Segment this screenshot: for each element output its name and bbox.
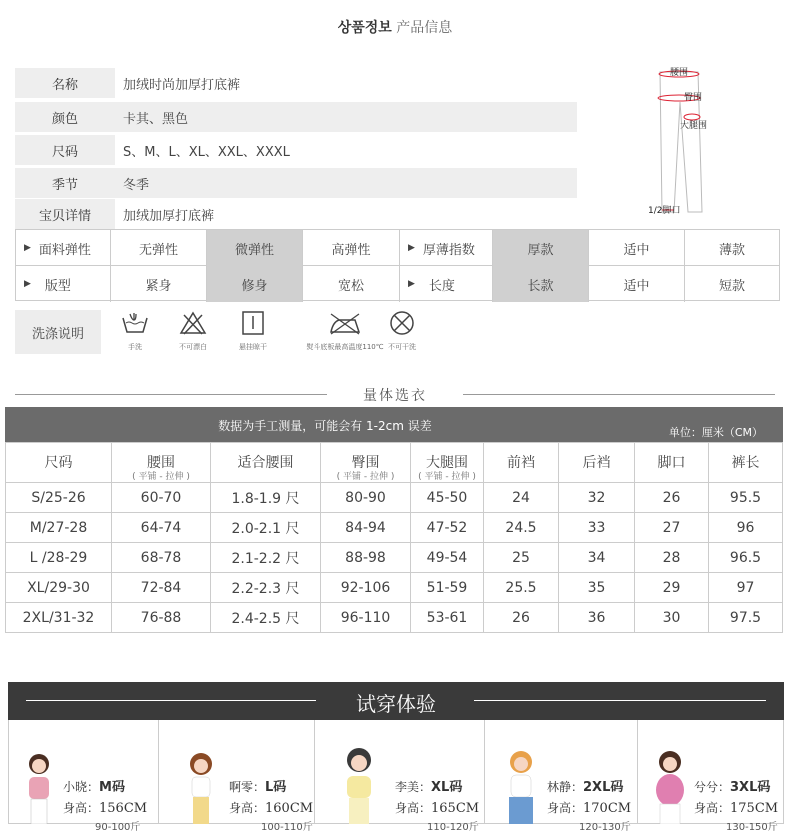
diagram-hem: 1/2脚口 [648, 206, 681, 216]
pants-measure-diagram [640, 62, 770, 222]
washing-label: 洗涤说明 [15, 310, 101, 354]
model-card: 林静：2XL码 身高：170CM 120-130斤 [485, 720, 638, 824]
diagram-hip: 臀围 [684, 93, 703, 103]
attribute-grid [15, 229, 780, 301]
table-row: L /28-29 68-78 2.1-2.2 尺 88-98 49-54 25 34 28 96.5 [6, 543, 783, 573]
size-table [5, 442, 783, 633]
model-avatar [501, 748, 541, 824]
fit-label: ▶ 版型 [16, 266, 111, 302]
hang-dry-icon: 悬挂晾干 [218, 310, 288, 352]
info-row-color: 颜色 卡其、黑色 [15, 102, 577, 132]
size-table-header-bar [5, 407, 783, 442]
info-row-size: 尺码 S、M、L、XL、XXL、XXXL [15, 135, 577, 165]
elasticity-label: ▶ 面料弹性 [16, 230, 111, 266]
table-row: 2XL/31-32 76-88 2.4-2.5 尺 96-110 53-61 26 36 30 97.5 [6, 603, 783, 633]
model-outfit [656, 774, 684, 806]
model-card: 李美：XL码 身高：165CM 110-120斤 [315, 720, 485, 824]
diagram-thigh: 大腿围 [680, 121, 708, 131]
model-outfit [193, 797, 209, 824]
washing-instructions [15, 310, 780, 354]
model-card: 啊零：L码 身高：160CM 100-110斤 [159, 720, 315, 824]
option-micro-stretch: 微弹性 [207, 230, 303, 266]
model-outfit [347, 776, 371, 798]
measure-section-divider [0, 384, 790, 404]
measure-unit: 单位：厘米（CM） [668, 426, 763, 439]
model-avatar [648, 748, 692, 824]
model-card: 兮兮：3XL码 身高：175CM 130-150斤 [638, 720, 785, 824]
option-short: 短款 [718, 278, 745, 294]
model-outfit [509, 797, 533, 824]
info-row-season: 季节 冬季 [15, 168, 577, 198]
info-row-name: 名称 加绒时尚加厚打底裤 [15, 68, 577, 98]
option-loose: 宽松 [303, 266, 400, 302]
measure-section-title: 量体选衣 [363, 388, 427, 404]
model-avatar [19, 750, 59, 824]
hand-wash-icon: 手洗 [100, 310, 170, 352]
size-table-header: 尺码 腰围 ( 平铺 - 拉伸 ) 适合腰围 臀围 ( 平铺 - 拉伸 ) 大腿围 ( 平铺 - 拉伸 ) 前裆 后裆 脚口 裤长 [6, 443, 783, 483]
tryon-section-bar [8, 682, 784, 720]
option-thick-medium: 适中 [589, 230, 685, 266]
option-long: 长款 [493, 266, 589, 302]
thickness-label: ▶ 厚薄指数 [400, 230, 493, 266]
model-outfit [29, 777, 49, 799]
option-high-stretch: 高弹性 [303, 230, 400, 266]
iron-icon: 熨斗底板最高温度110℃ [290, 310, 400, 352]
tryon-models [8, 720, 784, 833]
page-title: 상품정보 产品信息 [337, 20, 453, 36]
measure-note: 数据为手工测量，可能会有 1-2cm 误差 [218, 419, 432, 433]
diagram-waist: 腰围 [670, 68, 689, 78]
option-length-medium: 适中 [589, 266, 685, 302]
no-bleach-icon: 不可漂白 [158, 310, 228, 352]
table-row: M/27-28 64-74 2.0-2.1 尺 84-94 47-52 24.5 33 27 96 [6, 513, 783, 543]
option-thick: 厚款 [493, 230, 589, 266]
model-card: 小晓：M码 身高：156CM 90-100斤 [9, 720, 159, 824]
table-row: XL/29-30 72-84 2.2-2.3 尺 92-106 51-59 25.5 35 29 97 [6, 573, 783, 603]
model-avatar [335, 746, 383, 824]
table-row: S/25-26 60-70 1.8-1.9 尺 80-90 45-50 24 32 26 95.5 [6, 483, 783, 513]
option-tight: 紧身 [111, 266, 207, 302]
option-no-stretch: 无弹性 [111, 230, 207, 266]
option-slim: 修身 [207, 266, 303, 302]
tryon-title: 试穿体验 [356, 692, 436, 716]
info-row-detail: 宝贝详情 加绒加厚打底裤 [15, 199, 577, 229]
no-dry-clean-icon: 不可干洗 [367, 310, 437, 352]
option-thin: 薄款 [718, 242, 745, 258]
length-label: ▶ 长度 [400, 266, 493, 302]
model-avatar [181, 750, 221, 824]
